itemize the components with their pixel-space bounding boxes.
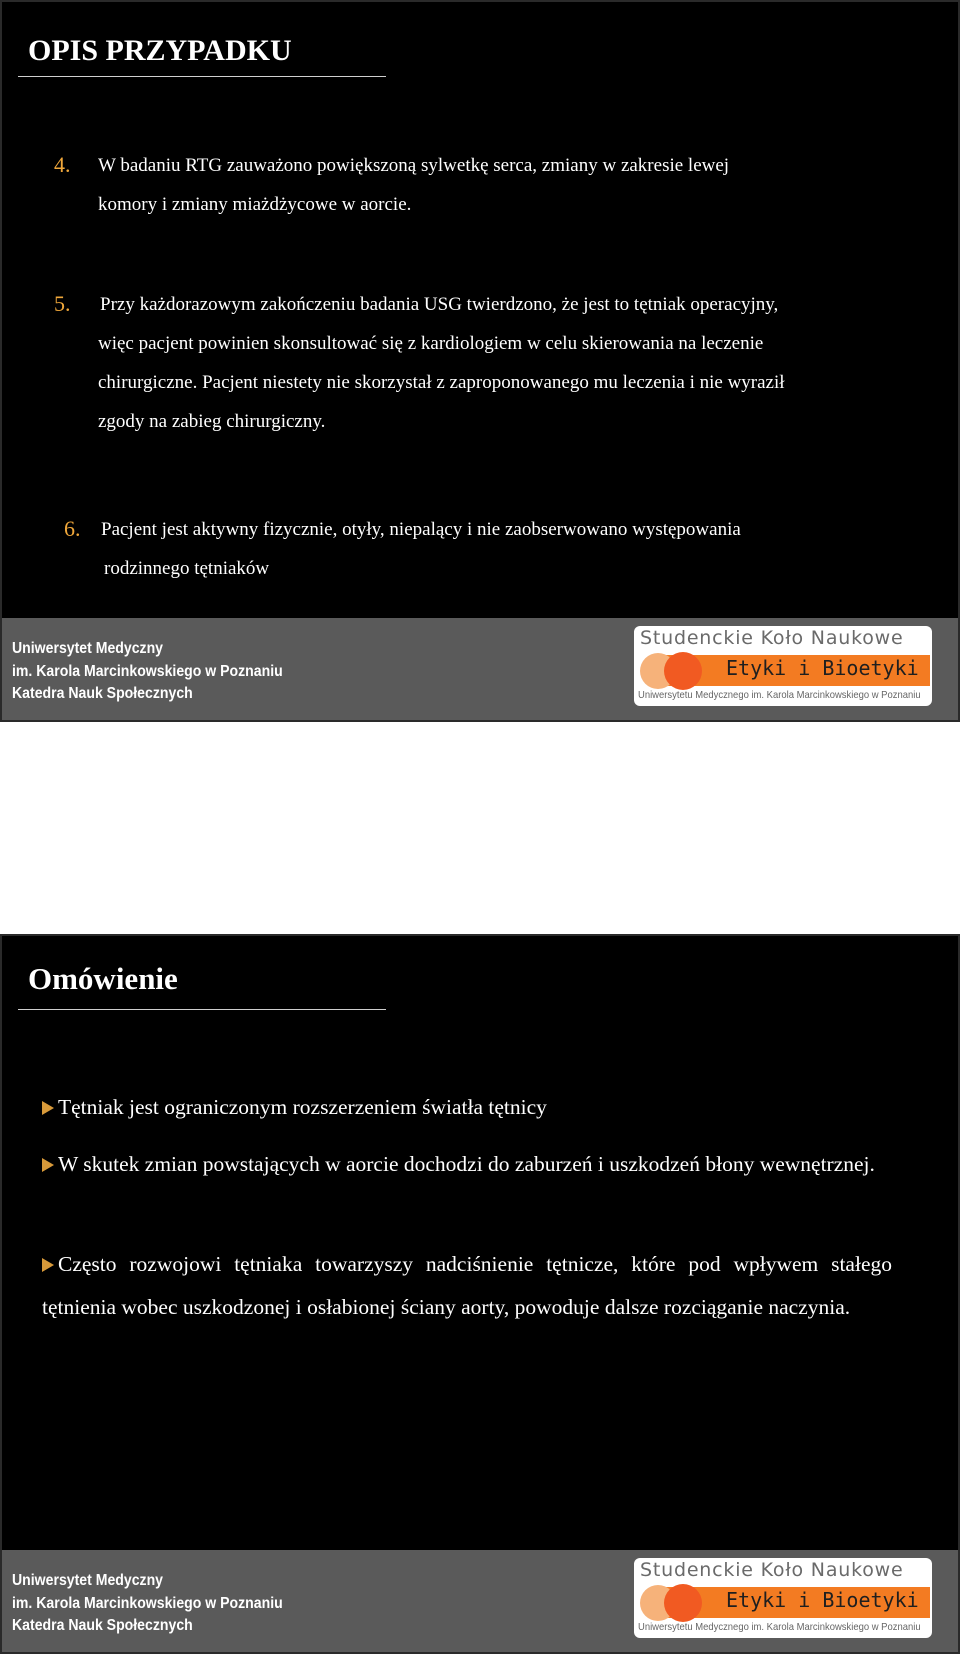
footer-line: Uniwersytet Medyczny (12, 640, 164, 657)
logo-circle-icon (664, 1584, 702, 1622)
item-line: komory i zmiany miażdżycowe w aorcie. (98, 194, 412, 215)
item-line: zgody na zabieg chirurgiczny. (98, 411, 326, 432)
item-line: rodzinnego tętniaków (104, 558, 270, 579)
logo-caption: Uniwersytetu Medycznego im. Karola Marcinkowskiego w Poznaniu (638, 689, 921, 701)
slide-footer (2, 1550, 958, 1652)
bullet-text: W skutek zmian powstających w aorcie dochodzi do zaburzeń i uszkodzeń błony wewnętrznej. (58, 1152, 875, 1176)
footer-line: im. Karola Marcinkowskiego w Poznaniu (12, 662, 283, 680)
arrow-bullet-icon (42, 1158, 54, 1172)
university-name (12, 638, 283, 706)
slide-discussion (0, 934, 960, 1654)
footer-line: Katedra Nauk Społecznych (12, 685, 193, 702)
item-line: Pacjent jest aktywny fizycznie, otyły, niepalący i nie zaobserwowano występowania (101, 519, 741, 540)
student-society-logo (634, 626, 932, 706)
university-name (12, 1570, 283, 1638)
list-item (54, 285, 785, 441)
bullet-item (42, 1143, 892, 1186)
slide-title: Omówienie (28, 961, 178, 996)
title-underline (18, 1009, 386, 1010)
title-underline (18, 76, 386, 77)
item-line: Przy każdorazowym zakończeniu badania USG twierdzono, że jest to tętniak operacyjny, (100, 294, 779, 315)
item-number: 6. (64, 516, 81, 541)
item-line: W badaniu RTG zauważono powiększoną sylwetkę serca, zmiany w zakresie lewej (98, 155, 730, 176)
item-number: 5. (54, 291, 71, 316)
footer-line: im. Karola Marcinkowskiego w Poznaniu (12, 1594, 283, 1612)
bullet-text: Często rozwojowi tętniaka towarzyszy nadciśnienie tętnicze, które pod wpływem stałego tętnienia wobec uszkodzonej i osłabionej ściany aorty, powoduje dalsze rozciąganie naczynia. (42, 1252, 892, 1319)
logo-subtitle: Etyki i Bioetyki (726, 1588, 919, 1612)
logo-title: Studenckie Koło Naukowe (640, 627, 904, 649)
list-item (54, 146, 729, 224)
item-line: chirurgiczne. Pacjent niestety nie skorzystał z zaproponowanego mu leczenia i nie wyraził (98, 372, 785, 393)
item-number: 4. (54, 152, 71, 177)
logo-caption: Uniwersytetu Medycznego im. Karola Marcinkowskiego w Poznaniu (638, 1621, 921, 1633)
bullet-item (42, 1243, 892, 1329)
logo-circle-icon (664, 652, 702, 690)
slide-footer (2, 618, 958, 720)
footer-line: Uniwersytet Medyczny (12, 1572, 164, 1589)
item-line: więc pacjent powinien skonsultować się z kardiologiem w celu skierowania na leczenie (98, 333, 764, 354)
slide-case-description (0, 0, 960, 722)
slide-title: OPIS PRZYPADKU (28, 34, 292, 67)
arrow-bullet-icon (42, 1101, 54, 1115)
logo-title: Studenckie Koło Naukowe (640, 1559, 904, 1581)
footer-line: Katedra Nauk Społecznych (12, 1617, 193, 1634)
logo-subtitle: Etyki i Bioetyki (726, 656, 919, 680)
bullet-item (42, 1086, 892, 1129)
student-society-logo (634, 1558, 932, 1638)
bullet-text: Tętniak jest ograniczonym rozszerzeniem światła tętnicy (58, 1095, 547, 1119)
list-item (64, 510, 741, 588)
arrow-bullet-icon (42, 1258, 54, 1272)
